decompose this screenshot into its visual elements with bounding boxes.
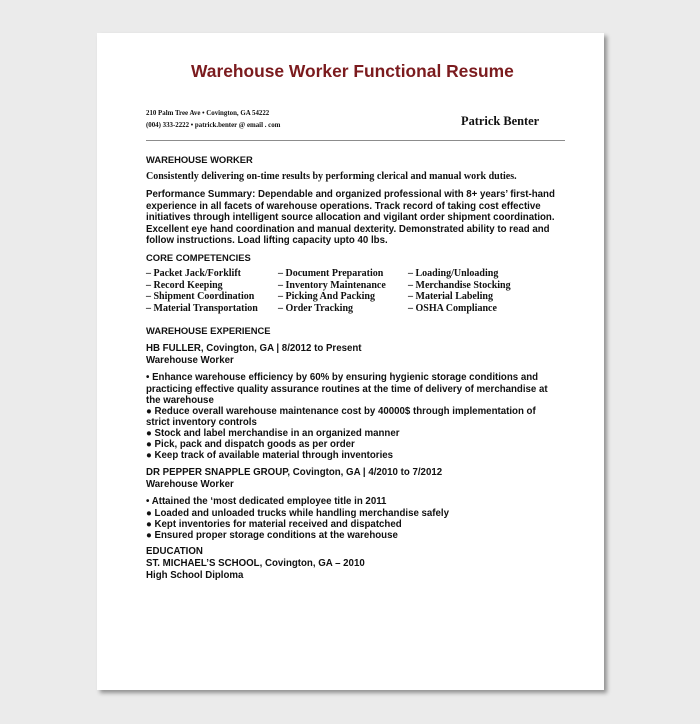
competency-item: – Merchandise Stocking (408, 279, 511, 291)
competency-item: – Document Preparation (278, 268, 384, 280)
competency-item: – Order Tracking (278, 302, 353, 314)
bullet-line: ● Loaded and unloaded trucks while handling merchandise safely (146, 507, 449, 519)
bullet-line: strict inventory controls (146, 417, 257, 429)
competency-item: – Material Labeling (408, 291, 493, 303)
candidate-name: Patrick Benter (461, 114, 540, 128)
summary-line: initiatives through intelligent source allocation and vigilant order shipment coordination. (146, 212, 555, 224)
bullet-item (146, 372, 548, 405)
summary-line: Performance Summary: Dependable and organized professional with 8+ years’ first-hand (146, 189, 555, 201)
bullet-line: ● Ensured proper storage conditions at the warehouse (146, 530, 398, 542)
profile-tagline: Consistently delivering on-time results by performing clerical and manual work duties. (146, 171, 517, 182)
bullet-item (146, 428, 548, 439)
competency-item: – Picking And Packing (278, 291, 375, 303)
job-role: Warehouse Worker (146, 478, 234, 490)
bullet-item (146, 519, 449, 530)
competency-item: – Record Keeping (146, 279, 223, 291)
summary-line: experience in all facets of warehouse operations. Track record of taking cost effective (146, 200, 541, 212)
bullet-line: • Enhance warehouse efficiency by 60% by ensuring hygienic storage conditions and (146, 372, 539, 384)
competency-column (146, 268, 258, 314)
contact-address: 210 Palm Tree Ave • Covington, GA 54222 (146, 110, 270, 117)
experience-heading: WAREHOUSE EXPERIENCE (146, 325, 271, 336)
competency-item: – Inventory Maintenance (278, 279, 386, 291)
competency-item: – Packet Jack/Forklift (146, 268, 241, 280)
summary-line: follow instructions. Load lifting capacity upto 40 lbs. (146, 235, 388, 247)
bullet-line: ● Pick, pack and dispatch goods as per order (146, 439, 355, 451)
bullet-line: • Attained the ‘most dedicated employee title in 2011 (146, 496, 387, 508)
bullet-line: the warehouse (146, 394, 214, 406)
bullet-line: ● Keep track of available material through inventories (146, 450, 394, 462)
bullet-item (146, 530, 449, 541)
job-employer: DR PEPPER SNAPPLE GROUP, Covington, GA | 4/2010 to 7/2012 (146, 467, 443, 479)
bullet-item (146, 496, 449, 507)
competency-item: – Shipment Coordination (146, 291, 255, 303)
performance-summary (146, 189, 555, 247)
education-school: ST. MICHAEL’S SCHOOL, Covington, GA – 2010 (146, 558, 365, 569)
bullet-item (146, 439, 548, 450)
competency-column (408, 268, 511, 314)
education-heading: EDUCATION (146, 546, 203, 557)
summary-line: Excellent eye hand coordination and manual dexterity. Demonstrated ability to read and (146, 223, 550, 235)
job-bullet-list (146, 496, 449, 541)
profile-heading: WAREHOUSE WORKER (146, 154, 253, 165)
competency-item: – Loading/Unloading (408, 268, 499, 280)
bullet-line: ● Stock and label merchandise in an organized manner (146, 428, 400, 440)
job-role: Warehouse Worker (146, 354, 234, 366)
job-header (146, 343, 362, 366)
header-divider (146, 140, 565, 141)
resume-page (97, 33, 604, 690)
education-diploma: High School Diploma (146, 570, 244, 581)
bullet-item (146, 508, 449, 519)
bullet-line: ● Kept inventories for material received and dispatched (146, 518, 402, 530)
competencies-heading: CORE COMPETENCIES (146, 252, 251, 263)
bullet-line: ● Reduce overall warehouse maintenance cost by 40000$ through implementation of (146, 405, 536, 417)
bullet-item (146, 450, 548, 461)
competency-item: – Material Transportation (146, 302, 258, 314)
competency-column (278, 268, 386, 314)
bullet-item (146, 406, 548, 428)
job-header (146, 467, 442, 490)
contact-block (146, 108, 280, 132)
job-employer: HB FULLER, Covington, GA | 8/2012 to Present (146, 343, 362, 355)
document-title: Warehouse Worker Functional Resume (191, 61, 514, 81)
job-bullet-list (146, 372, 548, 461)
education-block (146, 546, 365, 582)
bullet-line: practicing effective quality assurance routines at the time of delivery of merchandise at (146, 383, 548, 395)
competency-item: – OSHA Compliance (408, 302, 497, 314)
contact-phone-email: (004) 333-2222 • patrick.benter @ email . com (146, 122, 281, 129)
